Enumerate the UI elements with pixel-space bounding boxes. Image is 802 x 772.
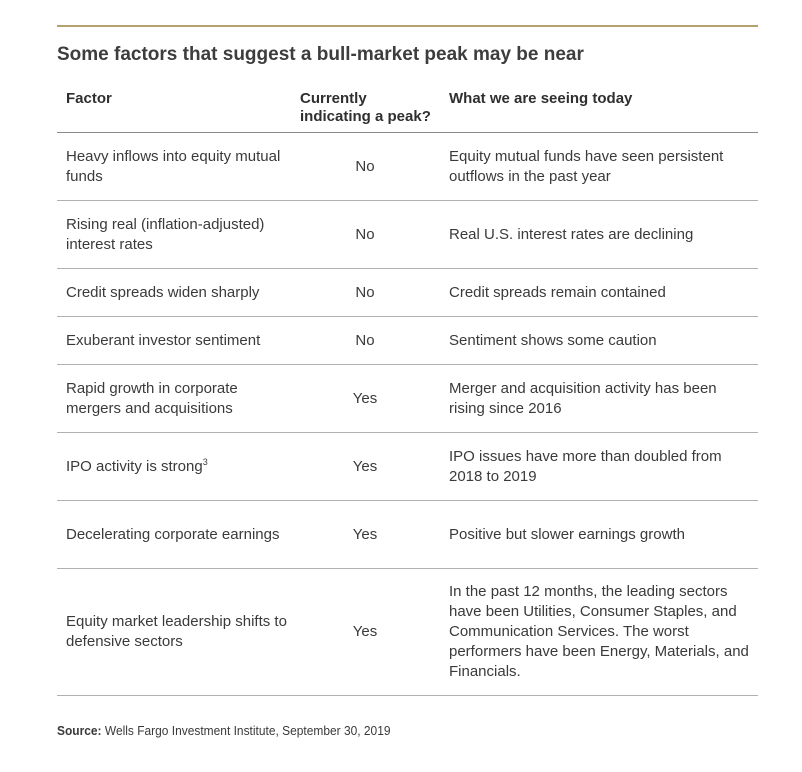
today-cell: Equity mutual funds have seen persistent outflows in the past year: [449, 147, 724, 185]
peak-cell: Yes: [352, 389, 378, 407]
source-note: [57, 723, 391, 738]
footnote-marker: 3: [202, 456, 208, 467]
today-cell: Merger and acquisition activity has been rising since 2016: [449, 379, 717, 417]
peak-cell: Yes: [352, 623, 378, 640]
factor-text: IPO activity is strong: [66, 457, 203, 475]
table-row: [57, 201, 758, 269]
source-text: Wells Fargo Investment Institute, September 30, 2019: [104, 723, 391, 738]
table-header-row: [57, 84, 758, 133]
peak-cell: Yes: [352, 457, 378, 475]
table-title: Some factors that suggest a bull-market peak may be near: [57, 44, 584, 65]
factor-cell: Decelerating corporate earnings: [66, 525, 280, 543]
factor-cell: [66, 457, 291, 477]
header-what-we-see: What we are seeing today: [449, 90, 633, 107]
factor-cell: Rapid growth in corporate mergers and acquisitions: [66, 379, 238, 417]
factor-cell: Heavy inflows into equity mutual funds: [66, 147, 281, 185]
source-label: Source:: [57, 723, 102, 738]
peak-cell: No: [355, 157, 375, 175]
table-row: [57, 133, 758, 201]
today-cell: In the past 12 months, the leading sectors have been Utilities, Consumer Staples, and Communication Services. The worst performers have been Energy, Materials, and Financials.: [449, 583, 749, 680]
today-cell: IPO issues have more than doubled from 2018 to 2019: [449, 447, 722, 485]
peak-cell: No: [355, 283, 375, 301]
header-factor: Factor: [66, 90, 112, 107]
today-cell: Real U.S. interest rates are declining: [449, 225, 694, 243]
table-row: [57, 317, 758, 365]
peak-cell: No: [355, 225, 375, 243]
factor-cell: Exuberant investor sentiment: [66, 331, 261, 349]
factors-table: [57, 84, 758, 696]
today-cell: Positive but slower earnings growth: [449, 525, 685, 543]
table-row: [57, 365, 758, 433]
table-row: [57, 269, 758, 317]
factor-cell: Equity market leadership shifts to defensive sectors: [66, 613, 287, 650]
peak-cell: No: [355, 331, 375, 349]
top-accent-rule: [57, 25, 758, 27]
factor-cell: Rising real (inflation-adjusted) interest rates: [66, 215, 265, 253]
table-row: [57, 569, 758, 696]
factor-cell: Credit spreads widen sharply: [66, 283, 260, 301]
today-cell: Sentiment shows some caution: [449, 331, 657, 349]
header-indicating-peak: Currently indicating a peak?: [300, 90, 431, 125]
peak-cell: Yes: [352, 525, 378, 543]
today-cell: Credit spreads remain contained: [449, 283, 666, 301]
table-row: [57, 433, 758, 501]
table-row: [57, 501, 758, 569]
